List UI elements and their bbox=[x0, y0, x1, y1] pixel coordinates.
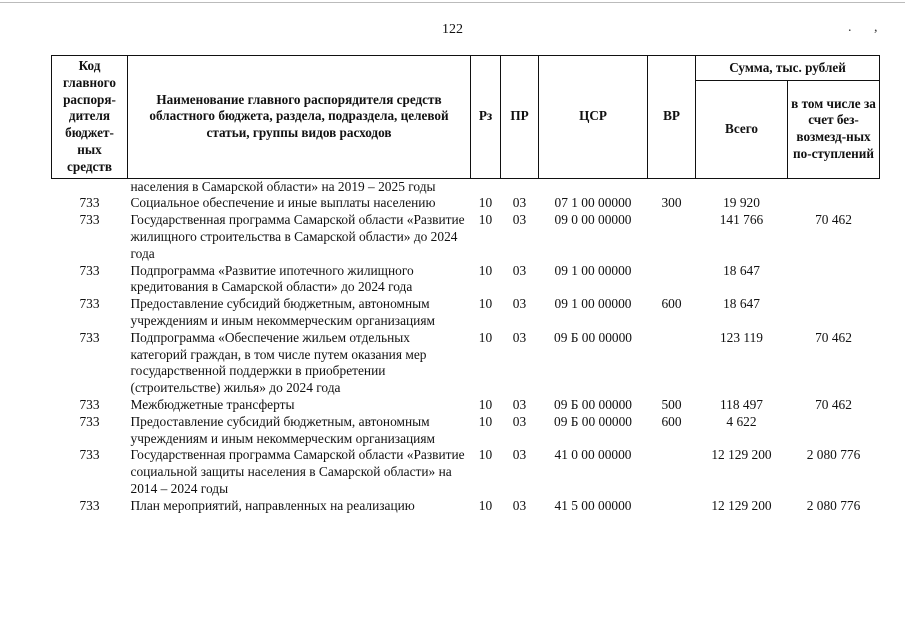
cell-rz: 10 bbox=[478, 262, 493, 278]
page-number: 122 bbox=[442, 22, 463, 37]
header-vr: ВР bbox=[648, 56, 696, 179]
cell-free bbox=[788, 414, 880, 448]
cell-vr: 600 bbox=[661, 296, 682, 312]
cell-vr bbox=[648, 447, 696, 497]
cell-rz: 10 bbox=[478, 447, 493, 463]
cell-csr: 09 1 00 00000 bbox=[554, 262, 632, 278]
table-row bbox=[52, 178, 880, 195]
cell-csr: 41 5 00 00000 bbox=[554, 497, 632, 513]
cell-name: Предоставление субсидий бюджетным, автономным учреждениям и иным некоммерческим организациям bbox=[130, 296, 435, 328]
cell-pr: 03 bbox=[512, 396, 527, 412]
table-body bbox=[52, 178, 880, 514]
corner-dot: . bbox=[848, 20, 852, 35]
cell-vr bbox=[648, 263, 696, 297]
cell-pr: 03 bbox=[512, 296, 527, 312]
cell-name: Государственная программа Самарской области «Развитие социальной защиты населения в Самарской области» на 2014 – 2024 годы bbox=[130, 447, 465, 496]
cell-pr: 03 bbox=[512, 262, 527, 278]
header-rz: Рз bbox=[471, 56, 501, 179]
header-csr: ЦСР bbox=[539, 56, 648, 179]
header-code: Код главного распоря-дителя бюджет-ных средств bbox=[52, 56, 128, 179]
cell-code: 733 bbox=[79, 212, 100, 228]
table-row bbox=[52, 498, 880, 515]
cell-code: 733 bbox=[79, 497, 100, 513]
table-row bbox=[52, 296, 880, 330]
cell-pr: 03 bbox=[512, 497, 527, 513]
corner-dot: , bbox=[874, 20, 878, 35]
cell-rz: 10 bbox=[478, 413, 493, 429]
cell-vr bbox=[648, 498, 696, 515]
cell-free: 70 462 bbox=[815, 329, 852, 345]
cell-free: 2 080 776 bbox=[806, 497, 861, 513]
cell-name: Подпрограмма «Развитие ипотечного жилищного кредитования в Самарской области» до 2024 года bbox=[130, 262, 414, 295]
cell-total: 141 766 bbox=[719, 212, 764, 228]
cell-csr: 41 0 00 00000 bbox=[554, 447, 632, 463]
table-row bbox=[52, 195, 880, 212]
cell-rz: 10 bbox=[478, 497, 493, 513]
cell-pr: 03 bbox=[512, 195, 527, 211]
cell-vr bbox=[648, 330, 696, 397]
cell-code: 733 bbox=[79, 262, 100, 278]
cell-csr: 07 1 00 00000 bbox=[554, 195, 632, 211]
table-row bbox=[52, 330, 880, 397]
header-total: Всего bbox=[696, 81, 788, 179]
header-free: в том числе за счет без-возмезд-ных по-ступлений bbox=[788, 81, 880, 179]
cell-free: 2 080 776 bbox=[806, 447, 861, 463]
cell-vr bbox=[648, 178, 696, 195]
table-row bbox=[52, 397, 880, 414]
cell-name: населения в Самарской области» на 2019 – 2025 годы bbox=[130, 178, 436, 194]
cell-name: Предоставление субсидий бюджетным, автономным учреждениям и иным некоммерческим организациям bbox=[130, 413, 435, 446]
cell-total: 12 129 200 bbox=[711, 497, 772, 513]
cell-rz: 10 bbox=[478, 396, 493, 412]
cell-name: Социальное обеспечение и иные выплаты населению bbox=[130, 195, 436, 211]
cell-code bbox=[52, 178, 128, 195]
cell-total: 18 647 bbox=[723, 262, 760, 278]
cell-free bbox=[788, 178, 880, 195]
budget-table bbox=[51, 55, 880, 515]
cell-pr: 03 bbox=[512, 212, 527, 228]
top-border-line bbox=[0, 2, 905, 3]
cell-code: 733 bbox=[79, 396, 100, 412]
cell-pr bbox=[501, 178, 539, 195]
cell-pr: 03 bbox=[512, 447, 527, 463]
cell-total: 118 497 bbox=[719, 396, 764, 412]
cell-vr: 500 bbox=[661, 396, 682, 412]
cell-csr: 09 Б 00 00000 bbox=[554, 329, 632, 345]
cell-name: Межбюджетные трансферты bbox=[130, 396, 295, 412]
cell-csr: 09 1 00 00000 bbox=[554, 296, 632, 312]
cell-pr: 03 bbox=[512, 329, 527, 345]
cell-pr: 03 bbox=[512, 413, 527, 429]
cell-code: 733 bbox=[79, 195, 100, 211]
cell-code: 733 bbox=[79, 413, 100, 429]
cell-free bbox=[788, 263, 880, 297]
cell-csr: 09 0 00 00000 bbox=[554, 212, 632, 228]
cell-vr: 600 bbox=[661, 413, 682, 429]
cell-code: 733 bbox=[79, 329, 100, 345]
cell-total: 18 647 bbox=[723, 296, 760, 312]
cell-name: Государственная программа Самарской области «Развитие жилищного строительства в Самарской области» до 2024 года bbox=[130, 212, 465, 261]
table-row bbox=[52, 263, 880, 297]
header-sum-group: Сумма, тыс. рублей bbox=[696, 56, 880, 81]
cell-rz: 10 bbox=[478, 329, 493, 345]
table-header bbox=[52, 56, 880, 179]
cell-total: 123 119 bbox=[719, 329, 764, 345]
cell-total bbox=[696, 178, 788, 195]
cell-csr bbox=[539, 178, 648, 195]
table-row bbox=[52, 447, 880, 497]
cell-vr bbox=[648, 212, 696, 262]
cell-free: 70 462 bbox=[815, 396, 852, 412]
table-row bbox=[52, 212, 880, 262]
header-pr: ПР bbox=[501, 56, 539, 179]
cell-name: Подпрограмма «Обеспечение жильем отдельных категорий граждан, в том числе путем оказания мер государственной поддержки в приобретении (строительстве) жилья» до 2024 года bbox=[130, 329, 427, 396]
cell-code: 733 bbox=[79, 447, 100, 463]
cell-total: 19 920 bbox=[723, 195, 760, 211]
cell-free bbox=[788, 296, 880, 330]
cell-total: 4 622 bbox=[726, 413, 757, 429]
cell-vr: 300 bbox=[661, 195, 682, 211]
cell-rz: 10 bbox=[478, 296, 493, 312]
cell-rz: 10 bbox=[478, 195, 493, 211]
cell-csr: 09 Б 00 00000 bbox=[554, 413, 632, 429]
cell-free: 70 462 bbox=[815, 212, 852, 228]
cell-rz bbox=[471, 178, 501, 195]
table-row bbox=[52, 414, 880, 448]
cell-free bbox=[788, 195, 880, 212]
cell-rz: 10 bbox=[478, 212, 493, 228]
cell-name: План мероприятий, направленных на реализацию bbox=[130, 497, 415, 513]
header-name: Наименование главного распорядителя средств областного бюджета, раздела, подраздела, целевой статьи, группы видов расходов bbox=[128, 56, 471, 179]
cell-total: 12 129 200 bbox=[711, 447, 772, 463]
cell-csr: 09 Б 00 00000 bbox=[554, 396, 632, 412]
cell-code: 733 bbox=[79, 296, 100, 312]
